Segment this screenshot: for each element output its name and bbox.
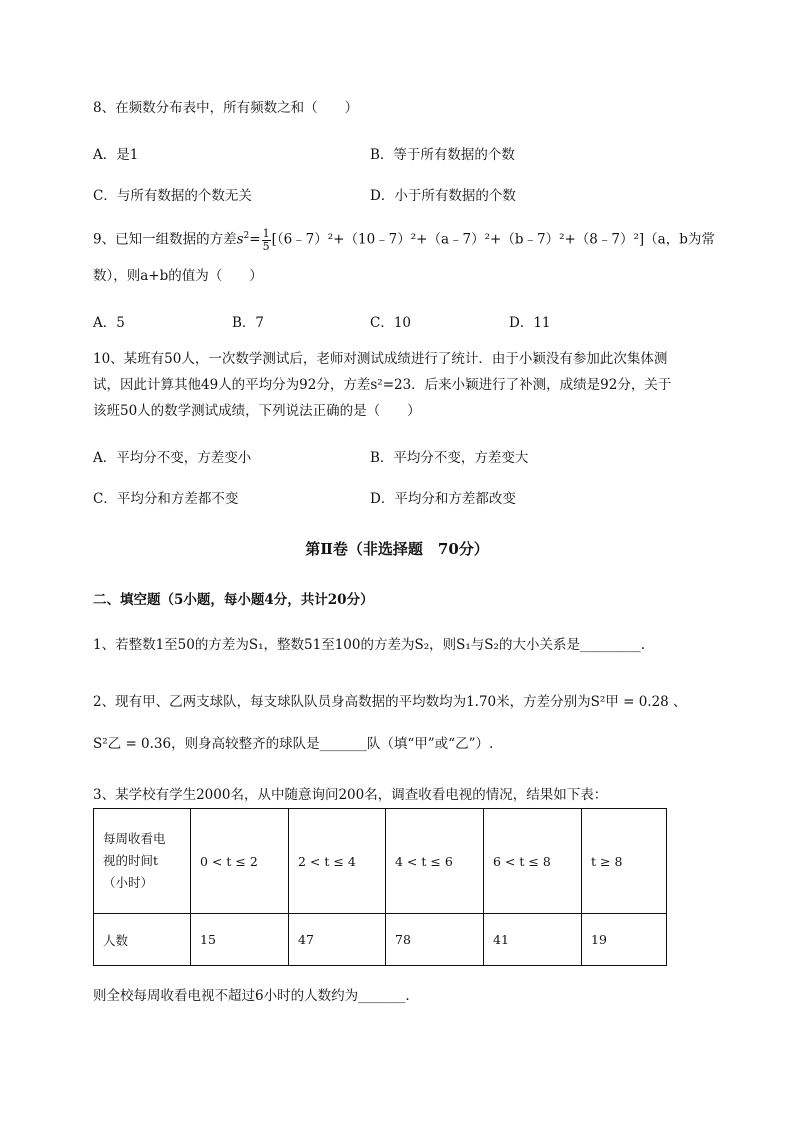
q9-fraction	[262, 228, 271, 252]
q9-option-a: A．5	[93, 315, 125, 331]
q9-equals: =	[249, 231, 261, 248]
q9-stem-pre: 9、已知一组数据的方差	[93, 231, 237, 248]
q9-option-c: C．10	[370, 315, 412, 331]
q9-variance-symbol: s	[236, 231, 244, 248]
q10-option-d: D．平均分和方差都改变	[370, 491, 516, 507]
q8-stem: 8、在频数分布表中，所有频数之和（ ）	[93, 100, 359, 116]
table-row-intervals	[94, 809, 667, 914]
q10-option-b: B．平均分不变，方差变大	[370, 450, 529, 466]
table-header-line1: 每周收看电	[103, 831, 166, 847]
q8-option-a: A．是1	[93, 147, 139, 163]
q9-stem-line2: 数），则a+b的值为（ ）	[93, 268, 263, 284]
q10-stem-line3: 该班50人的数学测试成绩，下列说法正确的是（ ）	[93, 403, 421, 419]
fill-q3-conclusion: 则全校每周收看电视不超过6小时的人数约为_______.	[93, 988, 410, 1004]
part2-heading: 第Ⅱ卷（非选择题 70分）	[305, 540, 489, 558]
table-count-label: 人数	[94, 914, 191, 966]
q8-option-d: D．小于所有数据的个数	[370, 188, 516, 204]
table-count-cell: 15	[191, 914, 289, 966]
table-interval-cell: 6 < t ≤ 8	[484, 809, 582, 914]
table-interval-cell: 4 < t ≤ 6	[386, 809, 484, 914]
fill-q3-stem: 3、某学校有学生2000名，从中随意询问200名，调查收看电视的情况，结果如下表：	[93, 787, 608, 803]
q10-stem-line2: 试，因此计算其他49人的平均分为92分，方差s²=23．后来小颖进行了补测，成绩是92分，关于	[93, 377, 672, 393]
q10-option-a: A．平均分不变，方差变小	[93, 450, 252, 466]
table-header-cell	[94, 809, 191, 914]
section2-title: 二、填空题（5小题，每小题4分，共计20分）	[93, 592, 374, 608]
q9-stem-post: [（6﹣7）²+（10﹣7）²+（a﹣7）²+（b﹣7）²+（8﹣7）²]（a，b为常	[271, 231, 715, 248]
table-interval-cell: 0 < t ≤ 2	[191, 809, 289, 914]
table-header-line3: （小时）	[103, 874, 154, 890]
q9-fraction-numerator: 1	[262, 227, 270, 240]
table-count-cell: 47	[289, 914, 386, 966]
table-count-cell: 19	[582, 914, 667, 966]
table-interval-cell: 2 < t ≤ 4	[289, 809, 386, 914]
fill-q2-line2: S²乙 = 0.36，则身高较整齐的球队是_______队（填“甲”或“乙”）.	[93, 736, 494, 752]
table-row-counts	[94, 914, 667, 966]
q9-stem-line1	[93, 228, 715, 252]
table-count-cell: 41	[484, 914, 582, 966]
table-interval-cell: t ≥ 8	[582, 809, 667, 914]
fill-q2-line1: 2、现有甲、乙两支球队，每支球队队员身高数据的平均数均为1.70米，方差分别为S²甲 = 0.28 、	[93, 694, 687, 710]
q9-option-d: D．11	[509, 315, 551, 331]
table-header-line2: 视的时间t	[103, 853, 159, 869]
fill-q1: 1、若整数1至50的方差为S₁，整数51至100的方差为S₂，则S₁与S₂的大小关系是_________.	[93, 637, 645, 653]
table-count-cell: 78	[386, 914, 484, 966]
q8-option-c: C．与所有数据的个数无关	[93, 188, 252, 204]
tv-watching-table	[93, 808, 667, 966]
q9-option-b: B．7	[232, 315, 265, 331]
q8-option-b: B．等于所有数据的个数	[370, 147, 515, 163]
q10-option-c: C．平均分和方差都不变	[93, 491, 239, 507]
q10-stem-line1: 10、某班有50人，一次数学测试后，老师对测试成绩进行了统计．由于小颖没有参加此次集体测	[93, 351, 668, 367]
q9-variance-exponent: 2	[243, 231, 250, 242]
q9-fraction-denominator: 5	[262, 239, 270, 253]
